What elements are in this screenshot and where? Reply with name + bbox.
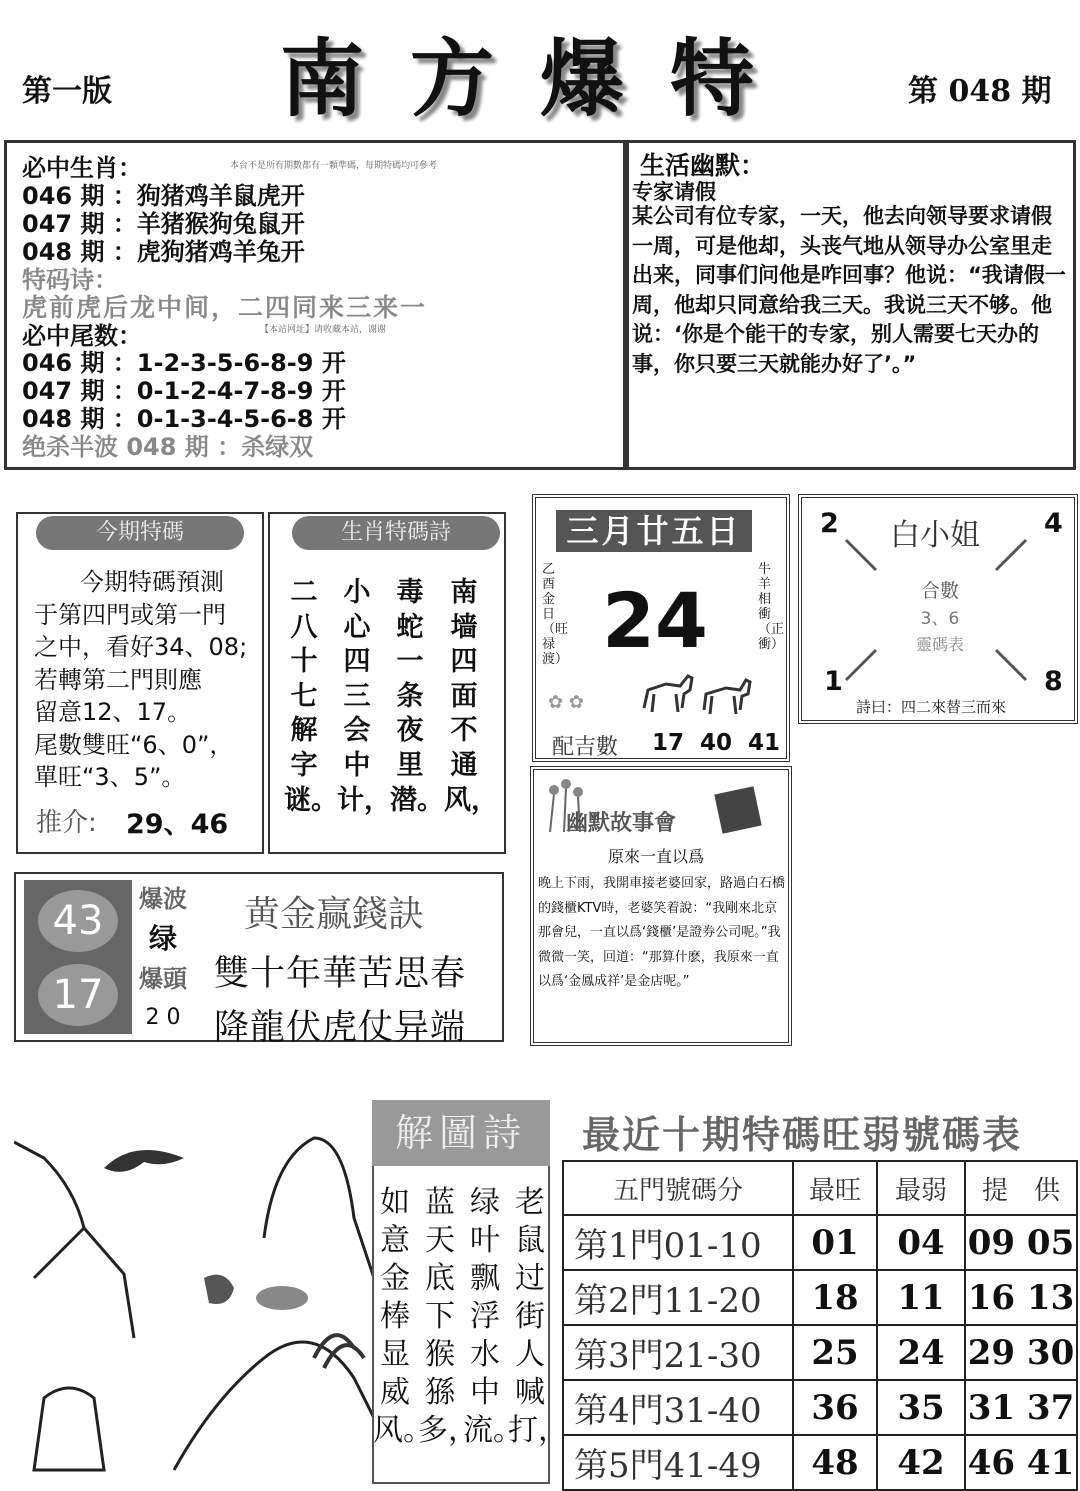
table-row xyxy=(563,1215,1077,1270)
table-row xyxy=(563,1325,1077,1380)
corner-number: 1 xyxy=(824,666,843,697)
hot-number: 48 xyxy=(793,1435,877,1490)
recommend-value: 29、46 xyxy=(126,809,229,840)
zodiac-row: 046 期 ：狗猪鸡羊鼠虎开 xyxy=(22,182,305,210)
corner-number: 2 xyxy=(820,508,839,539)
book-icon xyxy=(712,786,768,836)
poem-column: 南墙四面不通风， xyxy=(444,577,498,816)
corner-number: 8 xyxy=(1044,666,1063,697)
horse-goat-icon xyxy=(636,668,756,720)
kill-wave: 绝杀半波 048 期 ：杀绿双 xyxy=(22,433,314,461)
provided-numbers: 31 37 xyxy=(965,1380,1077,1435)
hesu-value: 3、6 xyxy=(920,609,960,629)
miss-bai-poem: 詩曰：四二來替三而來 xyxy=(856,698,1007,716)
humor-subtitle: 专家请假 xyxy=(632,180,716,204)
lucky-numbers: 17 40 41 xyxy=(652,730,781,756)
wave-number: 43 xyxy=(38,890,118,952)
wave-label: 爆波 xyxy=(139,885,187,913)
zodiac-note: 本台不是所有期數都有一顆準碼，每期特碼均可參考 xyxy=(230,161,438,171)
tail-row: 046 期 ：1-2-3-5-6-8-9 开 xyxy=(22,349,346,377)
story-body: 晚上下雨，我開車接老婆回家，路過白石橋的錢櫃KTV時，老婆笑着說：“我剛來北京那會兒，一直以爲‘錢櫃’是證券公司呢。”我微微一笑，回道：“那算什麽，我原來一直以爲‘金鳳成祥’是金店呢。” xyxy=(538,876,786,989)
cold-number: 11 xyxy=(877,1270,965,1325)
zodiac-poem-header: 生肖特碼詩 xyxy=(292,516,500,550)
gold-title: 黄金赢錢訣 xyxy=(244,894,425,935)
hot-number: 25 xyxy=(793,1325,877,1380)
special-line: 留意12、17。 xyxy=(34,698,192,726)
gold-line: 降龍伏虎仗异端 xyxy=(214,1008,467,1048)
table-header: 最旺 xyxy=(793,1161,877,1215)
hot-cold-table xyxy=(562,1160,1078,1491)
edition-label: 第一版 xyxy=(22,74,112,109)
table-title: 最近十期特碼旺弱號碼表 xyxy=(582,1113,1023,1157)
tail-note: 【本站网址】请收藏本站，谢谢 xyxy=(260,325,387,335)
head-label: 爆頭 xyxy=(139,965,187,993)
table-row xyxy=(563,1435,1077,1490)
poem-column: 绿叶飘浮水中流。 xyxy=(463,1185,523,1448)
cold-number: 04 xyxy=(877,1215,965,1270)
wave-color: 绿 xyxy=(148,922,177,955)
tail-row: 047 期 ：0-1-2-4-7-8-9 开 xyxy=(22,377,346,405)
humor-title: 生活幽默： xyxy=(640,151,766,180)
cold-number: 35 xyxy=(877,1380,965,1435)
special-line: 之中，看好34、08; xyxy=(34,633,248,661)
provided-numbers: 16 13 xyxy=(965,1270,1077,1325)
humor-body: 某公司有位专家，一天，他去向领导要求请假一周，可是他却，头丧气地从领导办公室里走出来，同事们问他是咋回事？他说：“我请假一周，他却只同意给我三天。我说三天不够。他说：‘你是个能干的专家，别人需要七天办的事，你只要三天就能办好了’。” xyxy=(632,204,1066,376)
door-range: 第5門41-49 xyxy=(563,1435,793,1490)
poem-column: 老鼠过街人喊打， xyxy=(508,1185,568,1448)
provided-numbers: 09 05 xyxy=(965,1215,1077,1270)
jie-poem-header: 解圖詩 xyxy=(372,1100,550,1166)
poem-column: 蓝天底下猴猻多， xyxy=(418,1185,478,1448)
gold-line: 雙十年華苦思春 xyxy=(214,954,467,994)
special-line: 尾數雙旺“6、0”， xyxy=(34,730,234,759)
poem-column: 小心四三会中计， xyxy=(337,577,391,816)
table-header-row xyxy=(563,1161,1077,1215)
page-title: 南方爆特 xyxy=(279,29,800,128)
calendar-right-note: 牛羊相衝（正衝） xyxy=(758,562,785,652)
poem-column: 毒蛇一条夜里潜。 xyxy=(390,577,444,816)
table-row xyxy=(563,1270,1077,1325)
hesu-note: 靈碼表 xyxy=(915,635,964,654)
cold-number: 42 xyxy=(877,1435,965,1490)
door-range: 第2門11-20 xyxy=(563,1270,793,1325)
corner-number: 4 xyxy=(1044,508,1063,539)
calendar-left-note: 乙酉金日（旺禄渡） xyxy=(542,562,569,667)
story-title: 幽默故事會 xyxy=(566,811,677,836)
zodiac-poem: 虎前虎后龙中间，二四同来三来一 xyxy=(22,293,428,322)
poem-label: 特码诗： xyxy=(22,266,118,294)
door-range: 第4門31-40 xyxy=(563,1380,793,1435)
zodiac-heading: 必中生肖： xyxy=(22,154,142,182)
door-range: 第3門21-30 xyxy=(563,1325,793,1380)
special-line: 于第四門或第一門 xyxy=(34,600,226,629)
table-header: 五門號碼分 xyxy=(563,1161,793,1215)
hot-number: 01 xyxy=(793,1215,877,1270)
poem-column: 二八十七解字谜。 xyxy=(284,577,338,816)
tail-heading: 必中尾数： xyxy=(22,322,142,350)
head-number: 17 xyxy=(38,964,118,1026)
lucky-label: 配吉數 xyxy=(552,735,619,760)
door-range: 第1門01-10 xyxy=(563,1215,793,1270)
special-line: 今期特碼預測 xyxy=(80,568,224,596)
cold-number: 24 xyxy=(877,1325,965,1380)
head-value: 2 0 xyxy=(145,1005,181,1030)
miss-bai-name: 白小姐 xyxy=(890,518,980,553)
table-row xyxy=(563,1380,1077,1435)
special-header: 今期特碼 xyxy=(36,516,244,550)
zodiac-row: 048 期 ：虎狗猪鸡羊兔开 xyxy=(22,238,305,266)
hot-number: 18 xyxy=(793,1270,877,1325)
special-line: 若轉第二門則應 xyxy=(34,665,202,694)
hot-number: 36 xyxy=(793,1380,877,1435)
zodiac-row: 047 期 ：羊猪猴狗兔鼠开 xyxy=(22,210,305,238)
calendar-date: 三月廿五日 xyxy=(556,510,752,552)
table-header: 提 供 xyxy=(965,1161,1077,1215)
hesu-label: 合數 xyxy=(920,580,959,602)
issue-number: 第 048 期 xyxy=(908,74,1052,109)
provided-numbers: 46 41 xyxy=(965,1435,1077,1490)
poem-column: 如意金棒显威风。 xyxy=(373,1185,433,1448)
provided-numbers: 29 30 xyxy=(965,1325,1077,1380)
calendar-day-number: 24 xyxy=(602,576,708,665)
calendar-stamp: ✿ ✿ xyxy=(548,692,584,713)
table-header: 最弱 xyxy=(877,1161,965,1215)
tail-row: 048 期 ：0-1-3-4-5-6-8 开 xyxy=(22,405,346,433)
special-lines xyxy=(34,566,264,794)
special-line: 單旺“3、5”。 xyxy=(34,763,186,791)
riddle-illustration xyxy=(14,1098,374,1482)
recommend-label: 推介: xyxy=(36,808,97,838)
story-subtitle: 原來一直以爲 xyxy=(608,847,705,866)
